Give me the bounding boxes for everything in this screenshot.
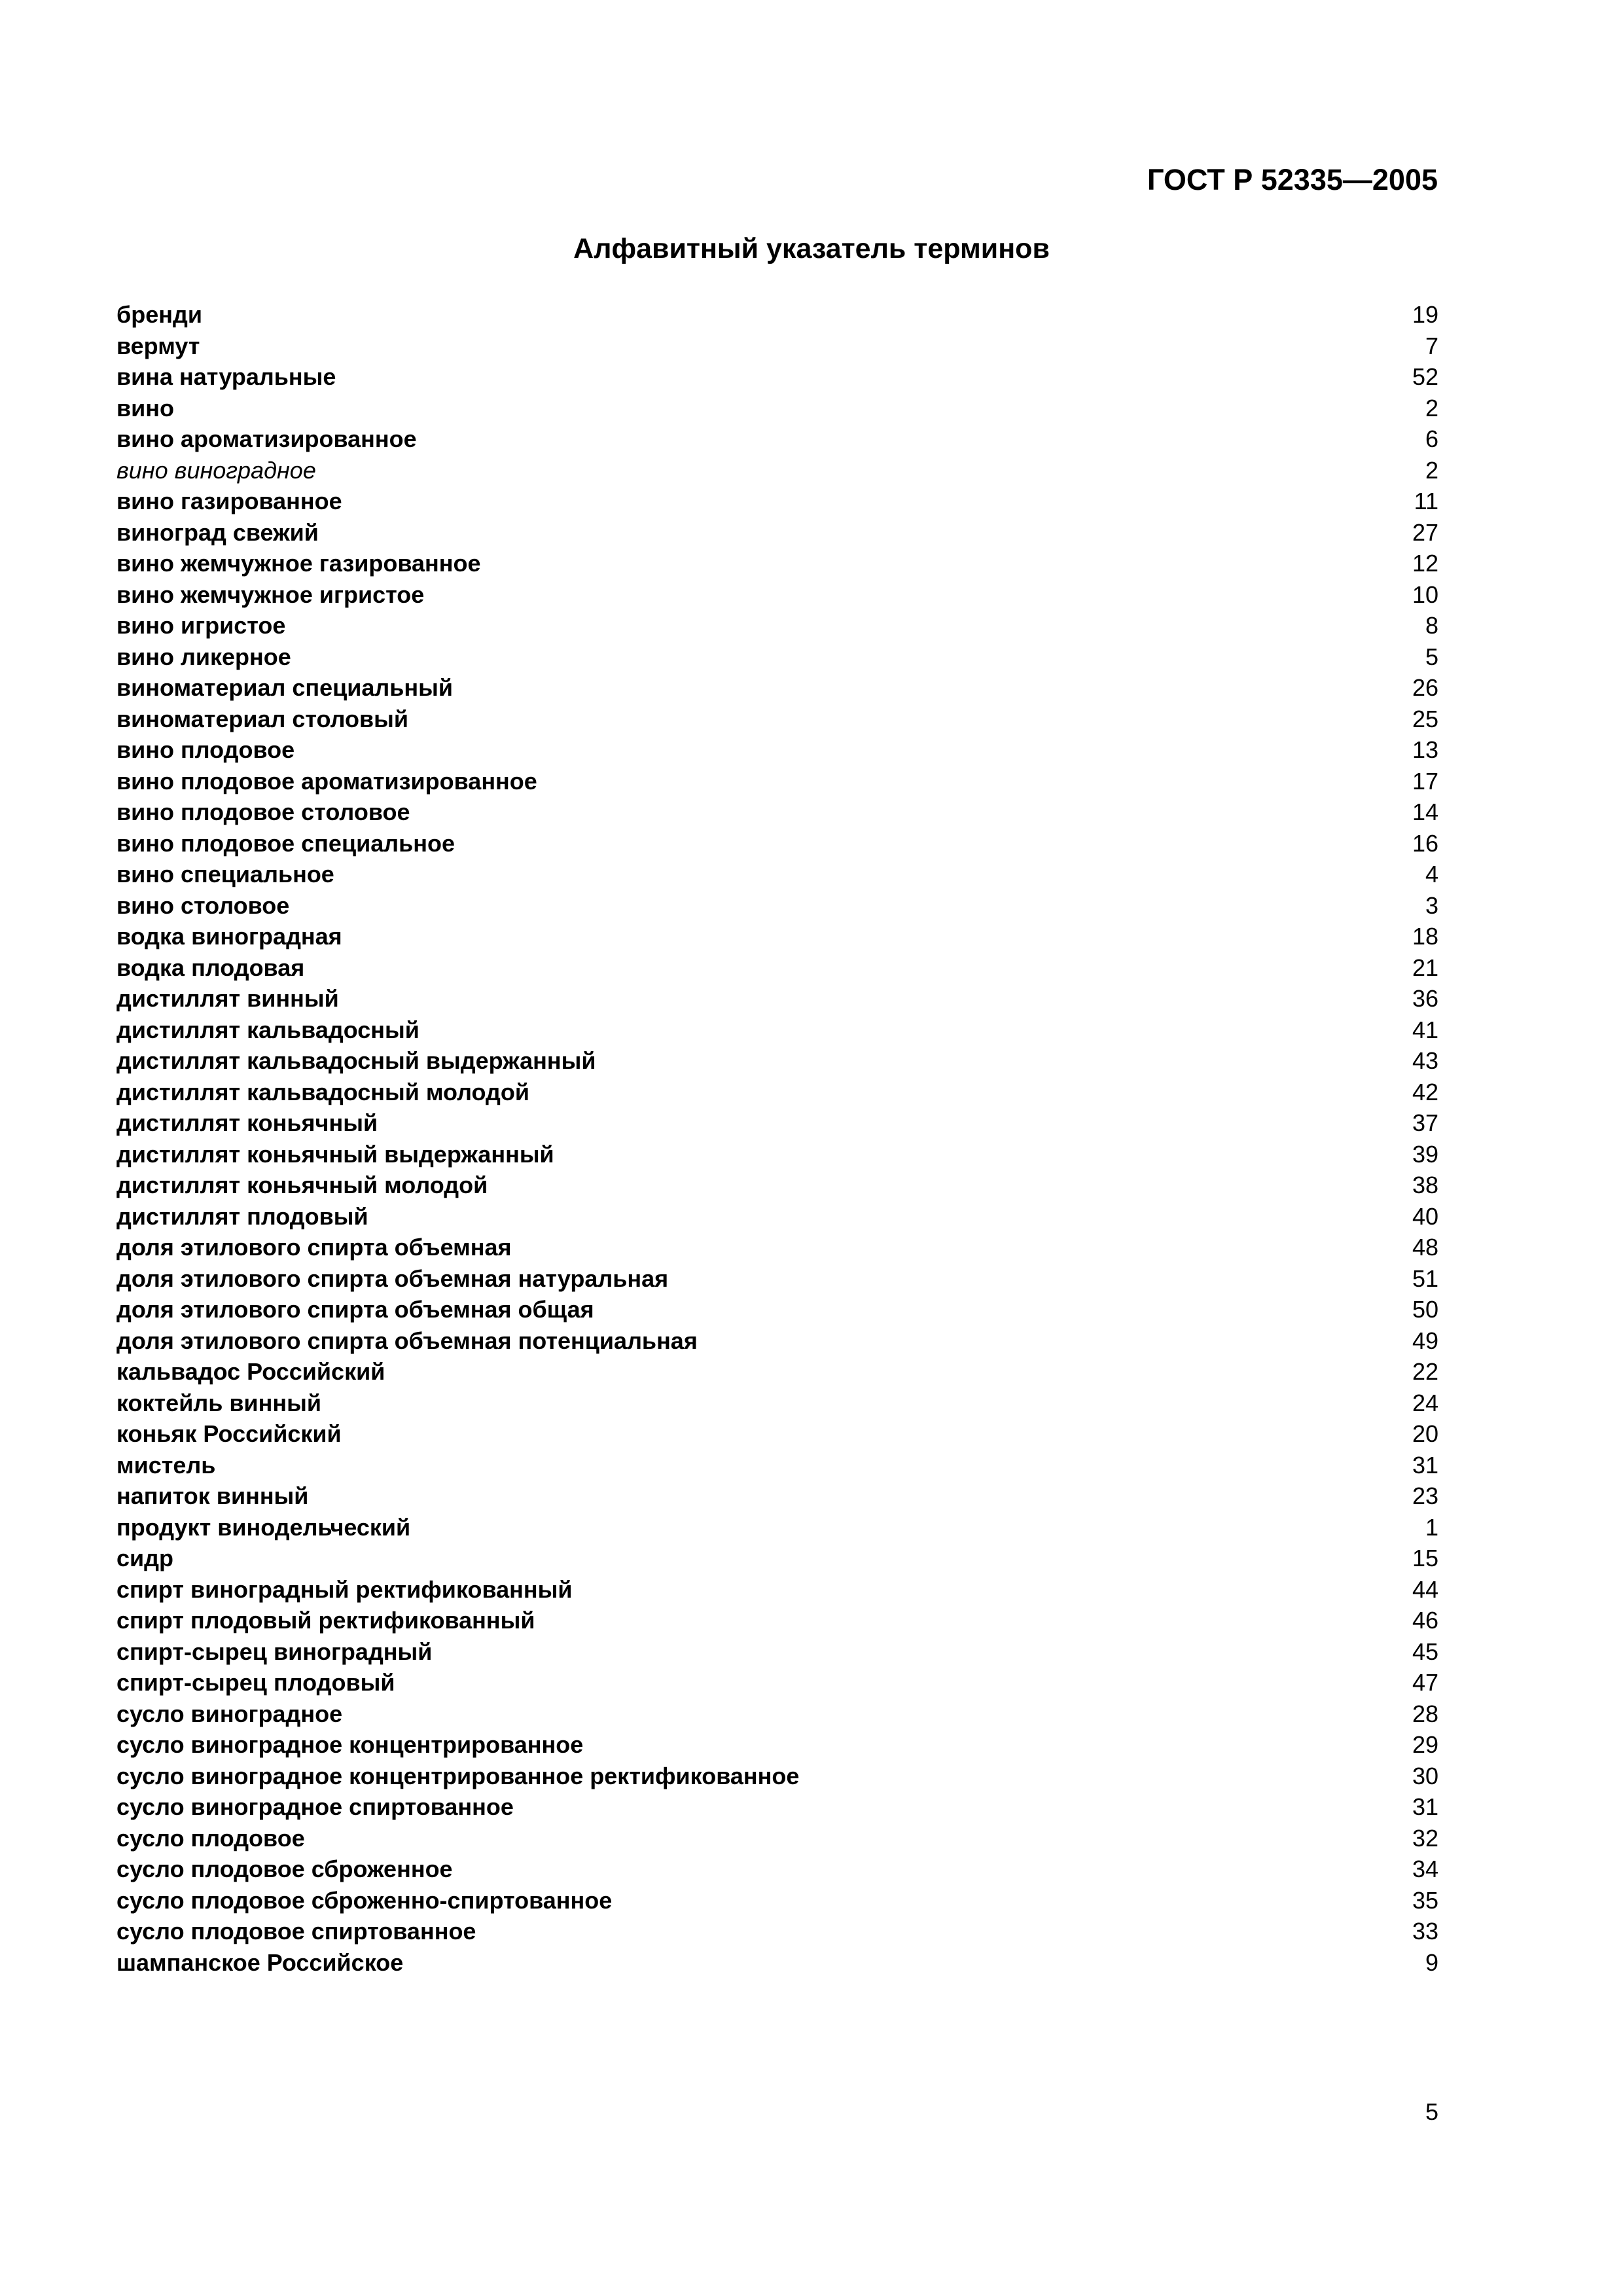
index-term-number: 15 — [1412, 1545, 1438, 1571]
index-term: доля этилового спирта объемная потенциальная — [116, 1327, 698, 1354]
index-term: кальвадос Российский — [116, 1358, 385, 1385]
index-term-number: 14 — [1412, 798, 1438, 825]
index-term: вино игристое — [116, 612, 286, 639]
index-entry — [116, 1636, 1438, 1668]
index-term-number: 40 — [1412, 1202, 1438, 1230]
index-entry — [116, 1263, 1438, 1295]
index-entry — [116, 1045, 1438, 1077]
index-term: спирт плодовый ректификованный — [116, 1607, 535, 1634]
index-term: продукт винодельческий — [116, 1513, 411, 1541]
page-number: 5 — [1425, 2098, 1438, 2125]
index-term: вино — [116, 394, 174, 422]
index-term-number: 46 — [1412, 1607, 1438, 1634]
index-entry — [116, 828, 1438, 859]
index-entry — [116, 423, 1438, 455]
index-entry — [116, 1698, 1438, 1730]
index-term: сусло плодовое сброженно-спиртованное — [116, 1886, 613, 1914]
index-entry — [116, 1356, 1438, 1388]
index-entry — [116, 455, 1438, 486]
index-term: вино газированное — [116, 488, 342, 514]
index-entry — [116, 1170, 1438, 1201]
index-term-number: 48 — [1412, 1234, 1438, 1261]
index-entry — [116, 1107, 1438, 1139]
index-term-number: 21 — [1412, 954, 1438, 981]
index-term: вино плодовое столовое — [116, 798, 410, 825]
index-title: Алфавитный указатель терминов — [573, 233, 1050, 264]
index-entry — [116, 1854, 1438, 1885]
index-term-number: 26 — [1412, 674, 1438, 701]
index-entry — [116, 1574, 1438, 1605]
index-entry — [116, 1232, 1438, 1263]
index-term-number: 45 — [1412, 1638, 1438, 1665]
index-term-number: 5 — [1425, 643, 1438, 670]
index-term: дистиллят коньячный — [116, 1109, 378, 1136]
index-term: сидр — [116, 1545, 173, 1571]
index-term: доля этилового спирта объемная общая — [116, 1296, 594, 1323]
index-term: сусло виноградное спиртованное — [116, 1793, 514, 1820]
index-term: мистель — [116, 1451, 216, 1479]
index-entry — [116, 1014, 1438, 1046]
index-term: вино плодовое — [116, 736, 295, 763]
index-term: вино столовое — [116, 891, 290, 919]
index-term-number: 31 — [1412, 1793, 1438, 1820]
index-entry — [116, 579, 1438, 611]
index-term-number: 35 — [1412, 1886, 1438, 1914]
index-term: вино жемчужное игристое — [116, 581, 425, 608]
index-entry — [116, 1201, 1438, 1232]
index-term: дистиллят винный — [116, 985, 339, 1012]
index-entry — [116, 361, 1438, 393]
index-term-number: 25 — [1412, 705, 1438, 732]
index-term-number: 2 — [1425, 394, 1438, 422]
index-term-number: 51 — [1412, 1265, 1438, 1292]
index-entry — [116, 1480, 1438, 1512]
index-term-number: 20 — [1412, 1420, 1438, 1447]
index-term-number: 47 — [1412, 1669, 1438, 1696]
index-term-number: 13 — [1412, 736, 1438, 763]
index-term: дистиллят плодовый — [116, 1202, 368, 1230]
index-term: дистиллят коньячный молодой — [116, 1172, 488, 1198]
index-entry — [116, 1823, 1438, 1854]
index-term-number: 52 — [1412, 363, 1438, 390]
index-entry — [116, 1294, 1438, 1325]
index-entry — [116, 486, 1438, 517]
index-term: шампанское Российское — [116, 1948, 404, 1976]
index-term-number: 31 — [1412, 1451, 1438, 1479]
index-term-number: 41 — [1412, 1016, 1438, 1043]
index-entry — [116, 1667, 1438, 1698]
index-term-number: 7 — [1425, 332, 1438, 359]
index-term-number: 23 — [1412, 1482, 1438, 1509]
index-term: водка плодовая — [116, 954, 305, 981]
index-term: сусло плодовое — [116, 1824, 305, 1852]
index-entry — [116, 393, 1438, 424]
index-entry — [116, 1543, 1438, 1574]
index-term-number: 33 — [1412, 1918, 1438, 1945]
index-entry — [116, 1729, 1438, 1761]
index-entry — [116, 1418, 1438, 1450]
index-term: вино жемчужное газированное — [116, 550, 481, 577]
index-entry — [116, 1325, 1438, 1357]
index-term-number: 19 — [1412, 301, 1438, 328]
index-term: дистиллят кальвадосный выдержанный — [116, 1047, 596, 1074]
index-entry — [116, 1605, 1438, 1636]
index-term: спирт-сырец виноградный — [116, 1638, 433, 1665]
index-entry — [116, 704, 1438, 735]
index-term: коктейль винный — [116, 1389, 321, 1416]
term-index-list — [116, 299, 1438, 1978]
index-term-number: 17 — [1412, 767, 1438, 795]
index-term: спирт-сырец плодовый — [116, 1669, 395, 1696]
index-term: спирт виноградный ректификованный — [116, 1575, 573, 1603]
index-term-number: 8 — [1425, 612, 1438, 639]
index-term: сусло виноградное концентрированное — [116, 1731, 584, 1758]
index-entry — [116, 1791, 1438, 1823]
index-term: коньяк Российский — [116, 1420, 342, 1447]
index-entry — [116, 734, 1438, 766]
index-entry — [116, 1512, 1438, 1543]
index-term: вино ликерное — [116, 643, 291, 670]
index-term-number: 27 — [1412, 518, 1438, 546]
index-entry — [116, 1916, 1438, 1947]
index-term: виноматериал специальный — [116, 674, 454, 701]
index-entry — [116, 921, 1438, 952]
index-term-number: 29 — [1412, 1731, 1438, 1758]
index-term-number: 24 — [1412, 1389, 1438, 1416]
index-entry — [116, 610, 1438, 641]
index-entry — [116, 1761, 1438, 1792]
index-entry — [116, 983, 1438, 1014]
index-term: вино ароматизированное — [116, 425, 417, 452]
index-term-number: 3 — [1425, 891, 1438, 919]
index-term-number: 36 — [1412, 985, 1438, 1012]
index-term: сусло плодовое сброженное — [116, 1856, 453, 1882]
index-term: дистиллят кальвадосный молодой — [116, 1078, 530, 1105]
index-entry — [116, 766, 1438, 797]
index-term-number: 16 — [1412, 829, 1438, 857]
index-entry — [116, 299, 1438, 331]
index-entry — [116, 952, 1438, 984]
index-term: виноград свежий — [116, 518, 319, 546]
index-term: бренди — [116, 301, 202, 328]
index-term-number: 39 — [1412, 1140, 1438, 1168]
index-term: напиток винный — [116, 1482, 309, 1509]
index-entry — [116, 331, 1438, 362]
index-entry — [116, 641, 1438, 673]
index-term: сусло плодовое спиртованное — [116, 1918, 476, 1945]
index-entry — [116, 797, 1438, 828]
index-term: доля этилового спирта объемная — [116, 1234, 512, 1261]
index-term-number: 4 — [1425, 861, 1438, 888]
index-term: вино виноградное — [116, 456, 316, 484]
index-entry — [116, 1947, 1438, 1979]
index-term: сусло виноградное — [116, 1700, 343, 1727]
index-term-number: 11 — [1414, 488, 1438, 514]
index-term-number: 50 — [1412, 1296, 1438, 1323]
index-entry — [116, 859, 1438, 890]
index-term-number: 44 — [1412, 1575, 1438, 1603]
index-entry — [116, 517, 1438, 548]
index-term-number: 32 — [1412, 1824, 1438, 1852]
index-term-number: 49 — [1412, 1327, 1438, 1354]
index-term: вино плодовое специальное — [116, 829, 455, 857]
index-term: сусло виноградное концентрированное ректификованное — [116, 1762, 800, 1789]
index-term-number: 6 — [1425, 425, 1438, 452]
index-term-number: 1 — [1425, 1513, 1438, 1541]
index-term-number: 18 — [1412, 923, 1438, 950]
index-term-number: 10 — [1412, 581, 1438, 608]
index-term: вермут — [116, 332, 200, 359]
index-term-number: 38 — [1412, 1172, 1438, 1198]
index-entry — [116, 1885, 1438, 1916]
index-term-number: 22 — [1412, 1358, 1438, 1385]
document-code: ГОСТ Р 52335—2005 — [1147, 163, 1438, 196]
index-entry — [116, 1139, 1438, 1170]
index-term-number: 12 — [1412, 550, 1438, 577]
index-term: доля этилового спирта объемная натуральная — [116, 1265, 669, 1292]
index-term-number: 34 — [1412, 1856, 1438, 1882]
index-term: виноматериал столовый — [116, 705, 409, 732]
index-term-number: 42 — [1412, 1078, 1438, 1105]
index-entry — [116, 548, 1438, 579]
index-term: вино плодовое ароматизированное — [116, 767, 537, 795]
index-term: вино специальное — [116, 861, 334, 888]
index-term-number: 28 — [1412, 1700, 1438, 1727]
index-term: водка виноградная — [116, 923, 342, 950]
index-term-number: 43 — [1412, 1047, 1438, 1074]
index-entry — [116, 1450, 1438, 1481]
index-entry — [116, 1077, 1438, 1108]
index-term: дистиллят кальвадосный — [116, 1016, 419, 1043]
index-term-number: 30 — [1412, 1762, 1438, 1789]
index-entry — [116, 1388, 1438, 1419]
index-term: вина натуральные — [116, 363, 336, 390]
index-term: дистиллят коньячный выдержанный — [116, 1140, 554, 1168]
index-term-number: 9 — [1425, 1948, 1438, 1976]
index-term-number: 37 — [1412, 1109, 1438, 1136]
index-entry — [116, 672, 1438, 704]
index-term-number: 2 — [1425, 456, 1438, 484]
index-entry — [116, 890, 1438, 922]
